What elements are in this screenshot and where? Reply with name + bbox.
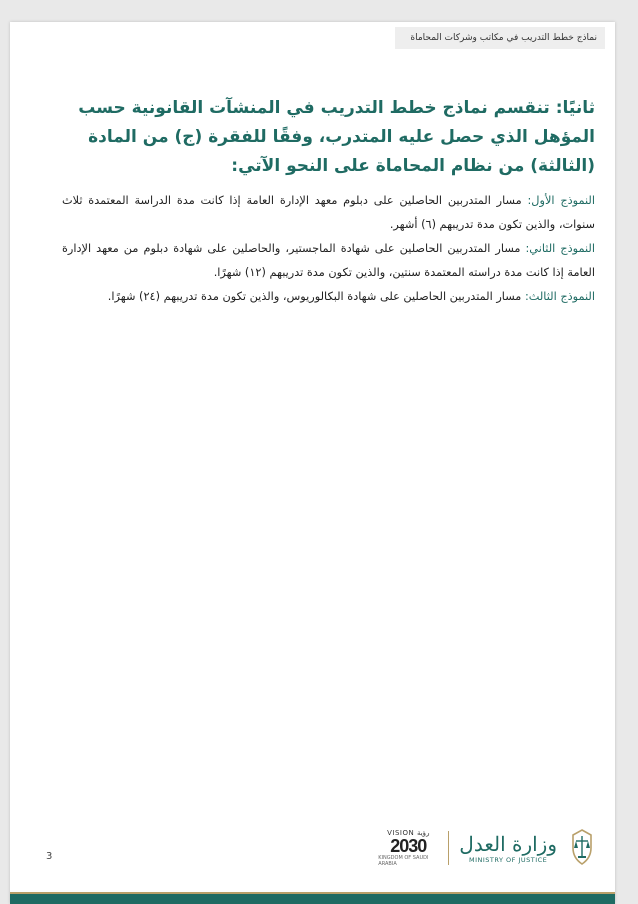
model-label-1: النموذج الأول: bbox=[527, 194, 595, 207]
footer-band bbox=[10, 894, 615, 904]
model-text-2: مسار المتدربين الحاصلين على شهادة الماجستير، والحاصلين على شهادة دبلوم من معهد الإدارة العامة إذا كانت مدة دراسته المعتمدة سنتين، والذين تكون مدة تدريبهم (١٢) شهرًا. bbox=[62, 242, 595, 279]
model-text-3: مسار المتدربين الحاصلين على شهادة البكالوريوس، والذين تكون مدة تدريبهم (٢٤) شهرًا. bbox=[107, 290, 525, 303]
model-paragraph-1 bbox=[62, 189, 595, 237]
section-heading: ثانيًا: تنقسم نماذج خطط التدريب في المنشآت القانونية حسب المؤهل الذي حصل عليه المتدرب، وفقًا للفقرة (ج) من المادة (الثالثة) من نظام المحاماة على النحو الآتي: bbox=[78, 98, 595, 176]
page-number: 3 bbox=[46, 851, 53, 862]
ministry-emblem-icon bbox=[567, 828, 597, 868]
model-label-3: النموذج الثالث: bbox=[524, 290, 595, 303]
ministry-name-english: MINISTRY OF JUSTICE bbox=[469, 856, 548, 864]
main-content bbox=[62, 94, 595, 309]
document-page bbox=[10, 22, 615, 904]
model-label-2: النموذج الثاني: bbox=[525, 242, 595, 255]
logo-divider bbox=[448, 831, 449, 865]
vision-subtitle: KINGDOM OF SAUDI ARABIA bbox=[378, 855, 429, 867]
ministry-name-arabic: وزارة العدل bbox=[459, 832, 557, 856]
running-header: نماذج خطط التدريب في مكاتب وشركات المحاماة bbox=[395, 27, 605, 49]
vision-label: VISION رؤية bbox=[387, 829, 430, 837]
vision-number: 2030 bbox=[390, 836, 427, 856]
footer-logos bbox=[378, 822, 597, 874]
model-paragraph-2 bbox=[62, 237, 595, 285]
ministry-wordmark bbox=[459, 832, 557, 864]
model-text-1: مسار المتدربين الحاصلين على دبلوم معهد الإدارة العامة إذا كانت مدة الدراسة المعتمدة ثلاث سنوات، والذين تكون مدة تدريبهم (٦) أشهر. bbox=[62, 194, 595, 231]
model-paragraph-3 bbox=[62, 285, 595, 309]
vision-2030-logo bbox=[378, 829, 438, 867]
